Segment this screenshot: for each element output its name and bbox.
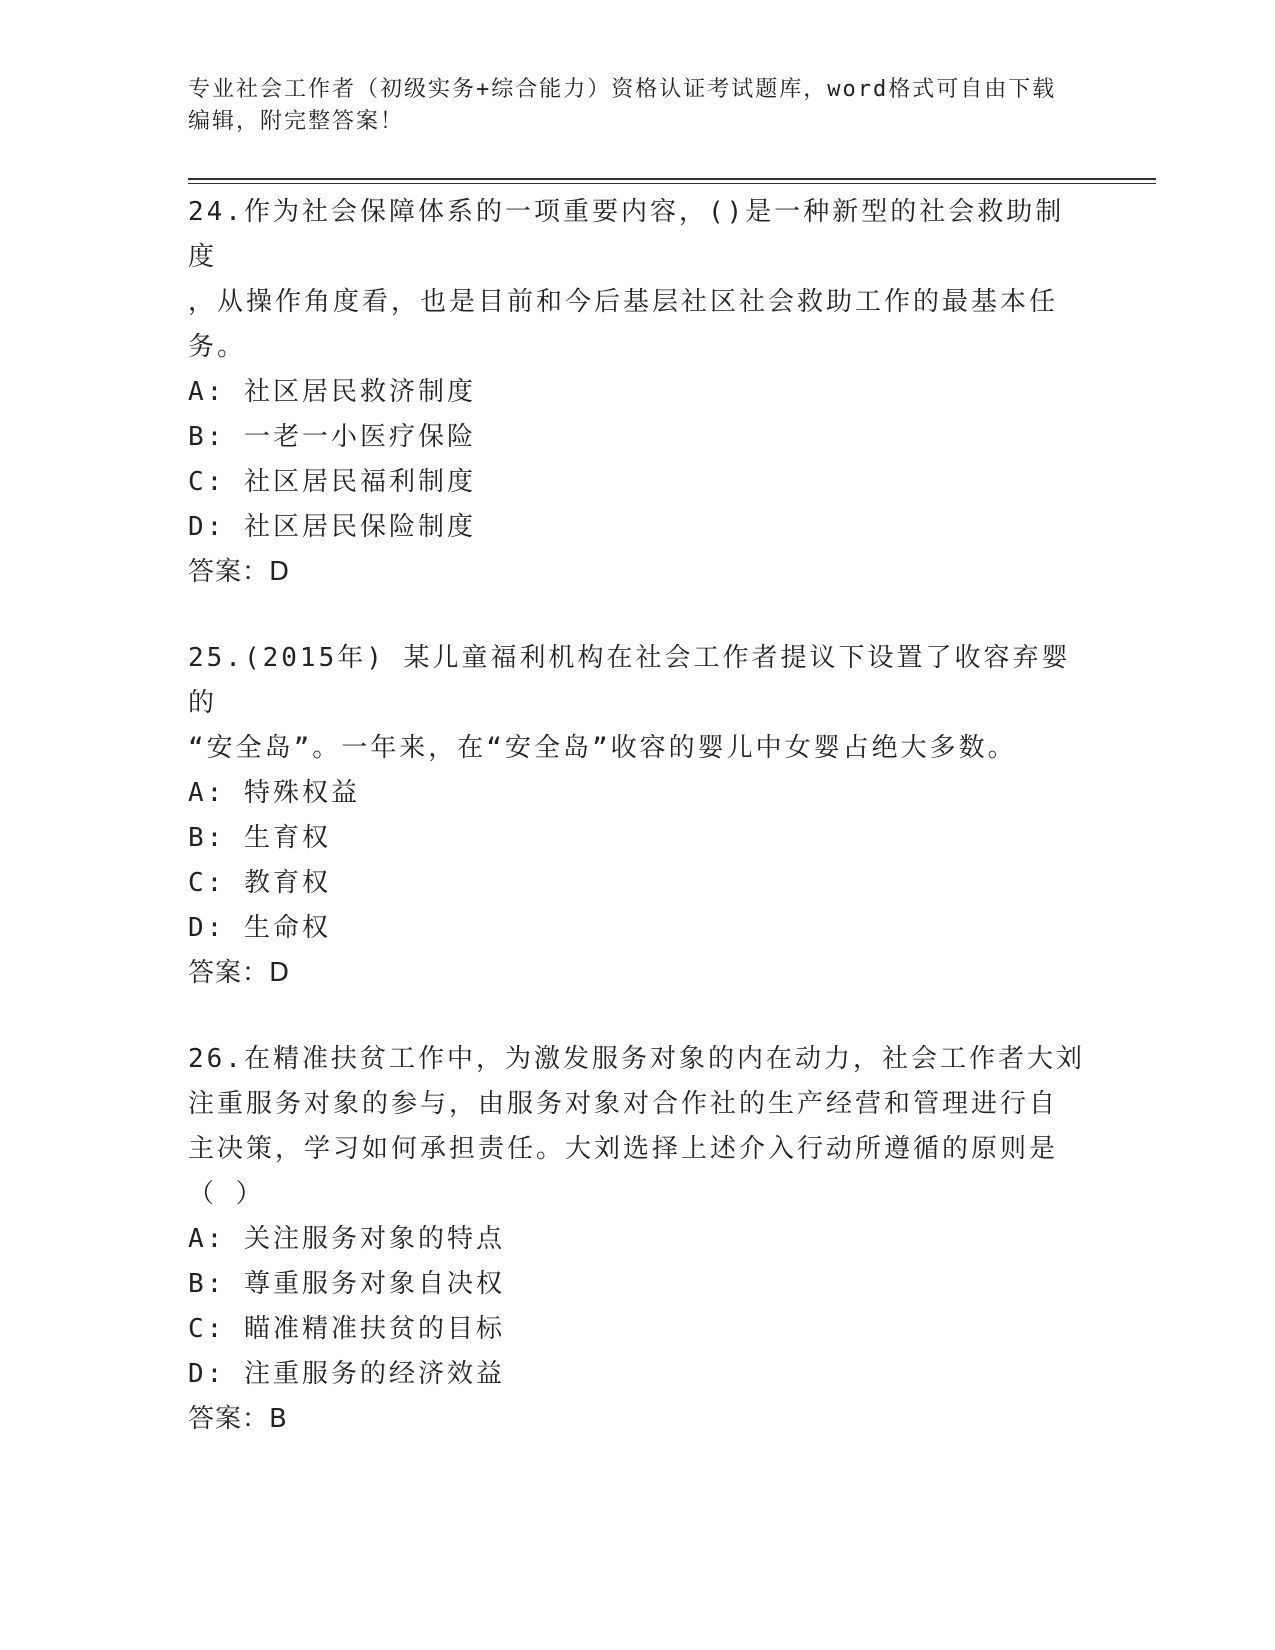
header-line-1: 专业社会工作者（初级实务+综合能力）资格认证考试题库，word格式可自由下载 [188,77,1057,102]
question-stem-line: 26.在精准扶贫工作中，为激发服务对象的内在动力，社会工作者大刘 [188,1044,1085,1074]
option-b: B: 尊重服务对象自决权 [188,1269,505,1299]
option-c: C: 瞄准精准扶贫的目标 [188,1314,505,1344]
header-line-2: 编辑，附完整答案！ [188,109,405,134]
answer-label: 答案：B [188,1404,288,1434]
option-b: B: 生育权 [188,823,331,853]
answer-label: 答案：D [188,958,291,988]
option-c: C: 社区居民福利制度 [188,467,476,497]
question-list [188,190,1088,1483]
option-c: C: 教育权 [188,868,331,898]
question-stem-line: “安全岛”。一年来，在“安全岛”收容的婴儿中女婴占绝大多数。 [188,733,1017,763]
header-divider-thin [188,183,1156,184]
option-a: A: 关注服务对象的特点 [188,1224,505,1254]
question-25 [188,636,1088,996]
document-header [188,74,1088,138]
question-stem-line: 24.作为社会保障体系的一项重要内容，()是一种新型的社会救助制度 [188,197,1065,272]
question-stem-line: 主决策，学习如何承担责任。大刘选择上述介入行动所遵循的原则是 [188,1134,1059,1164]
option-d: D: 生命权 [188,913,331,943]
option-d: D: 社区居民保险制度 [188,512,476,542]
option-b: B: 一老一小医疗保险 [188,422,476,452]
question-26 [188,1037,1088,1442]
answer-label: 答案：D [188,557,291,587]
header-divider-thick [188,178,1156,180]
option-a: A: 社区居民救济制度 [188,377,476,407]
question-stem-line: （ ） [188,1179,265,1209]
question-stem-line: 25.(2015年) 某儿童福利机构在社会工作者提议下设置了收容弃婴的 [188,643,1071,718]
question-stem-line: 注重服务对象的参与，由服务对象对合作社的生产经营和管理进行自 [188,1089,1059,1119]
question-24 [188,190,1088,595]
question-stem-line: 务。 [188,332,247,362]
question-stem-line: ，从操作角度看，也是目前和今后基层社区社会救助工作的最基本任 [188,287,1059,317]
option-d: D: 注重服务的经济效益 [188,1359,505,1389]
option-a: A: 特殊权益 [188,778,360,808]
